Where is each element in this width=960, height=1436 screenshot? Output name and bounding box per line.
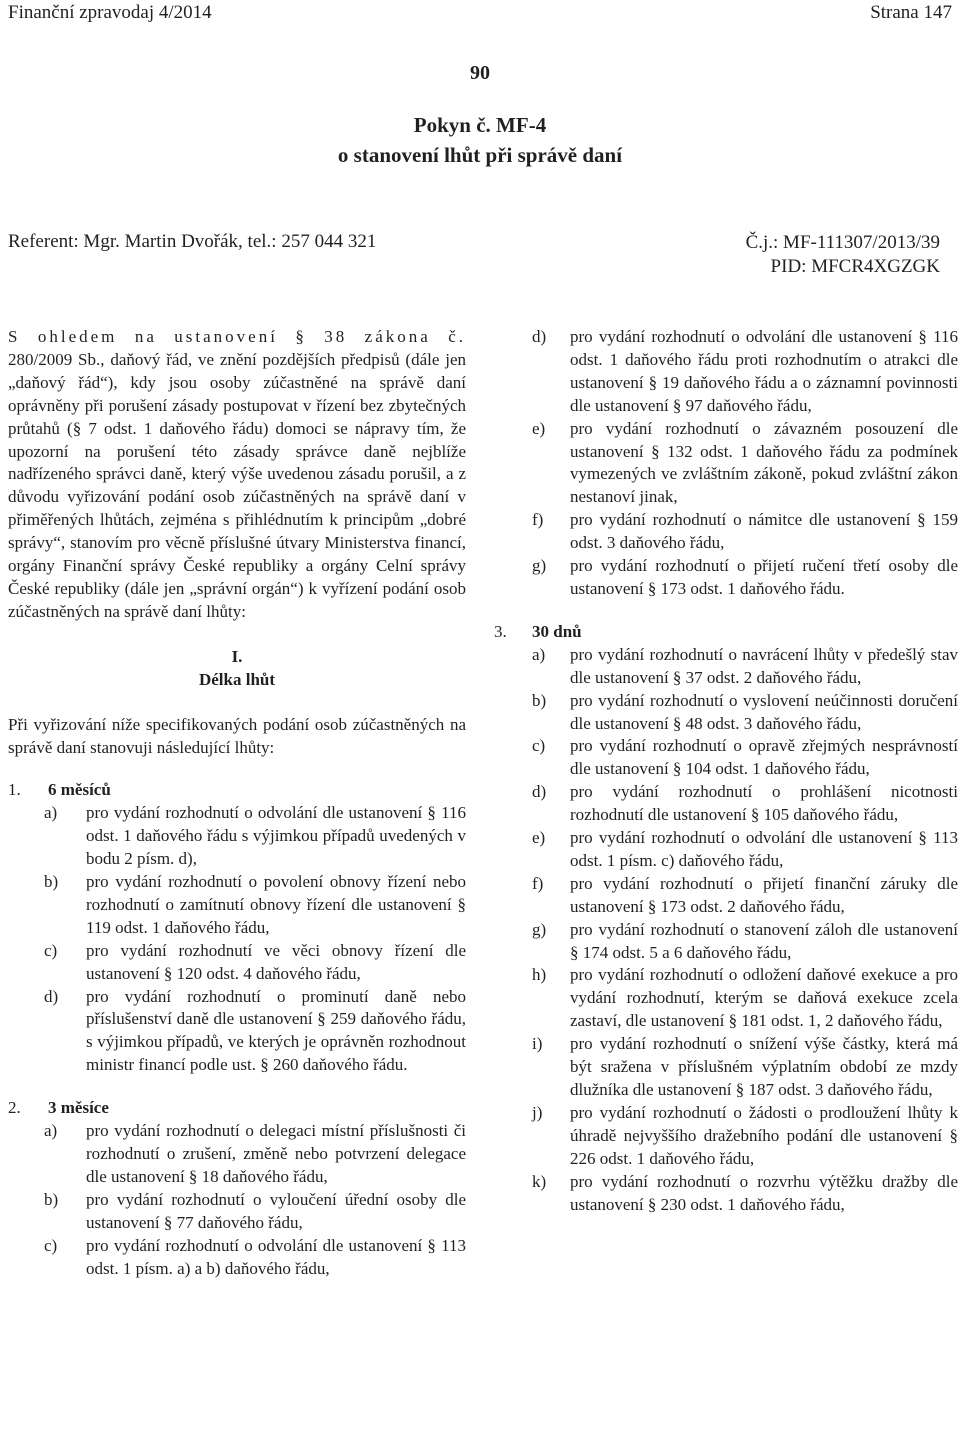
- item-text: pro vydání rozhodnutí o závazném posouzení dle ustanovení § 132 odst. 1 daňového řádu za podmínek vymezených ve zvláštním zákoně, pokud zvláštní zákon nestanoví jinak,: [570, 418, 958, 507]
- item-text: pro vydání rozhodnutí o odvolání dle ustanovení § 113 odst. 1 písm. a) a b) daňového řádu,: [86, 1235, 466, 1278]
- item-label: b): [44, 1189, 59, 1209]
- list-item: [494, 827, 958, 873]
- item-label: d): [532, 782, 547, 802]
- group-title: 3 měsíce: [48, 1098, 109, 1118]
- group-number: 3.: [494, 621, 507, 641]
- list-item: [8, 940, 466, 986]
- item-label: a): [44, 1121, 58, 1141]
- item-label: c): [44, 1235, 58, 1255]
- item-text: pro vydání rozhodnutí o odvolání dle ustanovení § 116 odst. 1 daňového řádu proti rozhodnutím o atrakci dle ustanovení § 19 daňového řádu a o záznamní povinnosti dle ustanovení § 97 daňového řádu,: [570, 327, 958, 415]
- item-label: a): [44, 803, 58, 823]
- item-text: pro vydání rozhodnutí o vyslovení neúčinnosti doručení dle ustanovení § 48 odst. 3 daňového řádu,: [570, 690, 958, 733]
- item-label: b): [532, 690, 547, 710]
- list-item: [494, 509, 958, 555]
- list-item: [494, 690, 958, 736]
- list-item: [494, 919, 958, 965]
- list-item: [8, 1235, 466, 1281]
- item-label: a): [532, 644, 546, 664]
- running-header-page: Strana 147: [870, 2, 952, 23]
- item-text: pro vydání rozhodnutí o navrácení lhůty v předešlý stav dle ustanovení § 37 odst. 2 daňového řádu,: [570, 644, 958, 687]
- reference-numbers: [746, 231, 940, 279]
- item-label: d): [44, 986, 59, 1006]
- item-label: f): [532, 873, 544, 893]
- list-item: [8, 1189, 466, 1235]
- section-title: Délka lhůt: [198, 669, 276, 689]
- item-text: pro vydání rozhodnutí o prohlášení nicotnosti rozhodnutí dle ustanovení § 105 daňového řádu,: [570, 782, 958, 825]
- list-item: [494, 964, 958, 1033]
- list-item: [494, 1033, 958, 1102]
- document-number: 90: [470, 62, 490, 84]
- item-label: e): [532, 828, 546, 848]
- item-text: pro vydání rozhodnutí o vyloučení úřední osoby dle ustanovení § 77 daňového řádu,: [86, 1189, 466, 1232]
- item-label: h): [532, 965, 547, 985]
- referent-line: Referent: Mgr. Martin Dvořák, tel.: 257 044 321: [8, 231, 377, 252]
- list-item: [494, 1171, 958, 1217]
- item-text: pro vydání rozhodnutí o odvolání dle ustanovení § 113 odst. 1 písm. c) daňového řádu,: [570, 828, 958, 870]
- document-subtitle: o stanovení lhůt při správě daní: [337, 143, 623, 167]
- list-item: [494, 873, 958, 919]
- right-column: [494, 326, 958, 1216]
- list-item: [494, 555, 958, 601]
- item-label: i): [532, 1034, 543, 1054]
- item-text: pro vydání rozhodnutí o rozvrhu výtěžku dražby dle ustanovení § 230 odst. 1 daňového řádu,: [570, 1171, 958, 1214]
- left-column: [8, 326, 466, 1280]
- item-text: pro vydání rozhodnutí o stanovení záloh dle ustanovení § 174 odst. 5 a 6 daňového řádu,: [570, 919, 958, 962]
- item-text: pro vydání rozhodnutí o prominutí daně nebo příslušenství daně dle ustanovení § 259 daňového řádu, s výjimkou případů, ve kterých je oprávněn rozhodnout ministr financí podle ust. § 260 daňového řádu.: [86, 986, 466, 1075]
- section-heading: [8, 646, 466, 692]
- running-header-journal: Finanční zpravodaj 4/2014: [8, 2, 212, 23]
- item-text: pro vydání rozhodnutí o odvolání dle ustanovení § 116 odst. 1 daňového řádu s výjimkou případů uvedených v bodu 2 písm. d),: [86, 803, 466, 869]
- item-label: f): [532, 510, 544, 530]
- pid-number: PID: MFCR4XGZGK: [770, 256, 940, 277]
- group-number: 2.: [8, 1098, 21, 1118]
- item-label: c): [44, 940, 58, 960]
- list-item: [494, 418, 958, 510]
- item-text: pro vydání rozhodnutí o přijetí finanční záruky dle ustanovení § 173 odst. 2 daňového řádu,: [570, 873, 958, 916]
- item-label: c): [532, 736, 546, 756]
- list-item: [8, 871, 466, 940]
- group-3-months: [8, 1097, 466, 1280]
- item-label: j): [532, 1102, 543, 1122]
- item-text: pro vydání rozhodnutí o odložení daňové exekuce a pro vydání rozhodnutí, kterým se daňová exekuce zcela zastaví, dle ustanovení § 181 odst. 1, 2 daňového řádu,: [570, 965, 958, 1031]
- section-lead-paragraph: Při vyřizování níže specifikovaných podání osob zúčastněných na správě daní stanovuji následující lhůty:: [8, 714, 466, 757]
- intro-paragraph: S ohledem na ustanovení § 38 zákona č. 280/2009 Sb., daňový řád, ve znění pozdějších předpisů (dále jen „daňový řád“), kdy jsou osoby zúčastněné na správě daní oprávněny při porušení zásady postupovat v řízení bez zbytečných průtahů (§ 7 odst. 1 daňového řádu) domoci se nápravy tím, že upozorní na porušení této zásady správce daně nejblíže nadřízeného správci daně, který výše uvedenou zásadu porušil, a z důvodu vyřizování podání osob zúčastněných na správě daní v přiměřených lhůtách, zejména s přihlédnutím k principům „dobré správy“, stanovím pro věcně příslušné útvary Ministerstva financí, orgány Finanční správy České republiky a orgány Celní správy České republiky (dále jen „správní orgán“) k vyřízení podání osob zúčastněných na správě daní lhůty:: [8, 327, 466, 621]
- item-label: k): [532, 1171, 547, 1191]
- group-6-months: [8, 779, 466, 1077]
- item-text: pro vydání rozhodnutí o povolení obnovy řízení nebo rozhodnutí o zamítnutí obnovy řízení dle ustanovení § 119 odst. 1 daňového řádu,: [86, 872, 466, 937]
- group-title: 6 měsíců: [48, 780, 111, 800]
- list-item: [494, 644, 958, 690]
- item-label: b): [44, 872, 59, 892]
- group-number: 1.: [8, 780, 21, 800]
- item-text: pro vydání rozhodnutí o žádosti o prodloužení lhůty k úhradě nejvyššího dražebního podání dle ustanovení § 226 odst. 1 daňového řádu,: [570, 1102, 958, 1168]
- group-30-days: [494, 621, 958, 1217]
- item-label: e): [532, 418, 546, 438]
- list-item: [494, 781, 958, 827]
- item-text: pro vydání rozhodnutí ve věci obnovy řízení dle ustanovení § 120 odst. 4 daňového řádu,: [86, 940, 466, 983]
- item-text: pro vydání rozhodnutí o delegaci místní příslušnosti či rozhodnutí o zrušení, změně nebo potvrzení delegace dle ustanovení § 18 daňového řádu,: [86, 1121, 466, 1186]
- item-text: pro vydání rozhodnutí o námitce dle ustanovení § 159 odst. 3 daňového řádu,: [570, 510, 958, 553]
- group-title: 30 dnů: [532, 621, 582, 641]
- item-text: pro vydání rozhodnutí o přijetí ručení třetí osoby dle ustanovení § 173 odst. 1 daňového řádu.: [570, 556, 958, 598]
- list-item: [8, 1120, 466, 1189]
- item-text: pro vydání rozhodnutí o opravě zřejmých nesprávností dle ustanovení § 104 odst. 1 daňového řádu,: [570, 736, 958, 779]
- list-item: [8, 986, 466, 1078]
- document-title: Pokyn č. MF-4: [413, 113, 547, 137]
- cj-number: Č.j.: MF-111307/2013/39: [745, 232, 940, 253]
- item-label: g): [532, 919, 547, 939]
- list-item: [494, 326, 958, 418]
- item-text: pro vydání rozhodnutí o snížení výše částky, která má být sražena v příslušném výplatním období ze mzdy dlužníka dle ustanovení § 187 odst. 3 daňového řádu,: [570, 1034, 958, 1099]
- list-item: [494, 735, 958, 781]
- list-item: [8, 802, 466, 871]
- item-label: g): [532, 556, 547, 576]
- list-item: [494, 1102, 958, 1171]
- section-number: I.: [231, 646, 243, 666]
- item-label: d): [532, 327, 547, 346]
